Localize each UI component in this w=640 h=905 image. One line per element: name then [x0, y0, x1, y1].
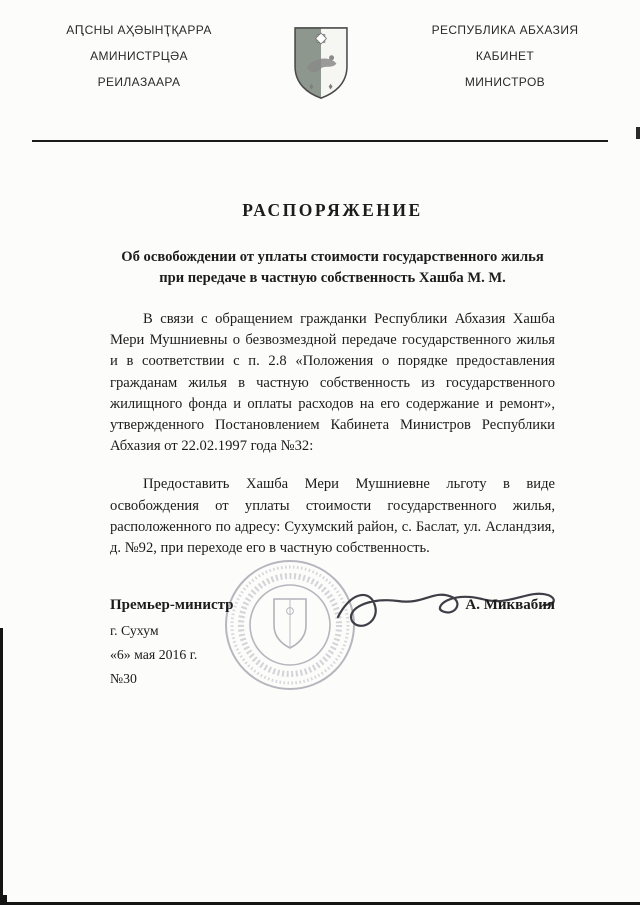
header-right-russian: [400, 24, 610, 102]
document-body: [110, 200, 555, 686]
document-title: РАСПОРЯЖЕНИЕ: [242, 200, 423, 220]
signature-row: [110, 597, 555, 614]
document-subject: Об освобождении от уплаты стоимости государственного жилья при передаче в частную собственность Хашба М. М.: [121, 249, 544, 286]
header-right-line: КАБИНЕТ: [475, 49, 535, 63]
footer-number: №30: [110, 671, 137, 687]
footer-place: г. Сухум: [110, 623, 159, 639]
signer-position: Премьер-министр: [110, 597, 234, 614]
scan-artifact-left-edge: [0, 628, 3, 905]
footer-date: «6» мая 2016 г.: [110, 647, 198, 663]
header-left-line: АԤСНЫ АҲӘЫНҬҚАРРА: [66, 23, 212, 37]
document-footer: [110, 624, 555, 686]
document-header: [0, 0, 640, 106]
header-right-line: МИНИСТРОВ: [464, 75, 546, 89]
header-right-line: РЕСПУБЛИКА АБХАЗИЯ: [431, 23, 579, 37]
header-divider-line: [32, 140, 608, 142]
coat-of-arms-icon: [292, 26, 352, 106]
body-paragraph: В связи с обращением гражданки Республики Абхазия Хашба Мери Мушниевны о безвозмездной передаче государственного жилья и в соответствии с п. 2.8 «Положения о порядке предоставления гражданам жилья в частную собственность из государственного жилищного фонда и оплаты расходов на его содержание и ремонт», утвержденного Постановлением Кабинета Министров Республики Абхазия от 22.02.1997 года №32:: [110, 311, 555, 455]
header-left-line: АМИНИСТРЦӘА: [90, 49, 188, 63]
scan-artifact-corner: [0, 895, 7, 905]
signer-name: А. Миквабия: [465, 597, 555, 614]
header-left-abkhaz: [34, 24, 244, 102]
body-paragraph: Предоставить Хашба Мери Мушниевне льготу в виде освобождения от уплаты стоимости государственного жилья, расположенного по адресу: Сухумский район, с. Баслат, ул. Асландзия, д. №92, при переходе его в частную собственность.: [110, 476, 555, 557]
header-left-line: РЕИЛАЗААРА: [97, 75, 181, 89]
scan-artifact-right-mark: [636, 127, 640, 139]
